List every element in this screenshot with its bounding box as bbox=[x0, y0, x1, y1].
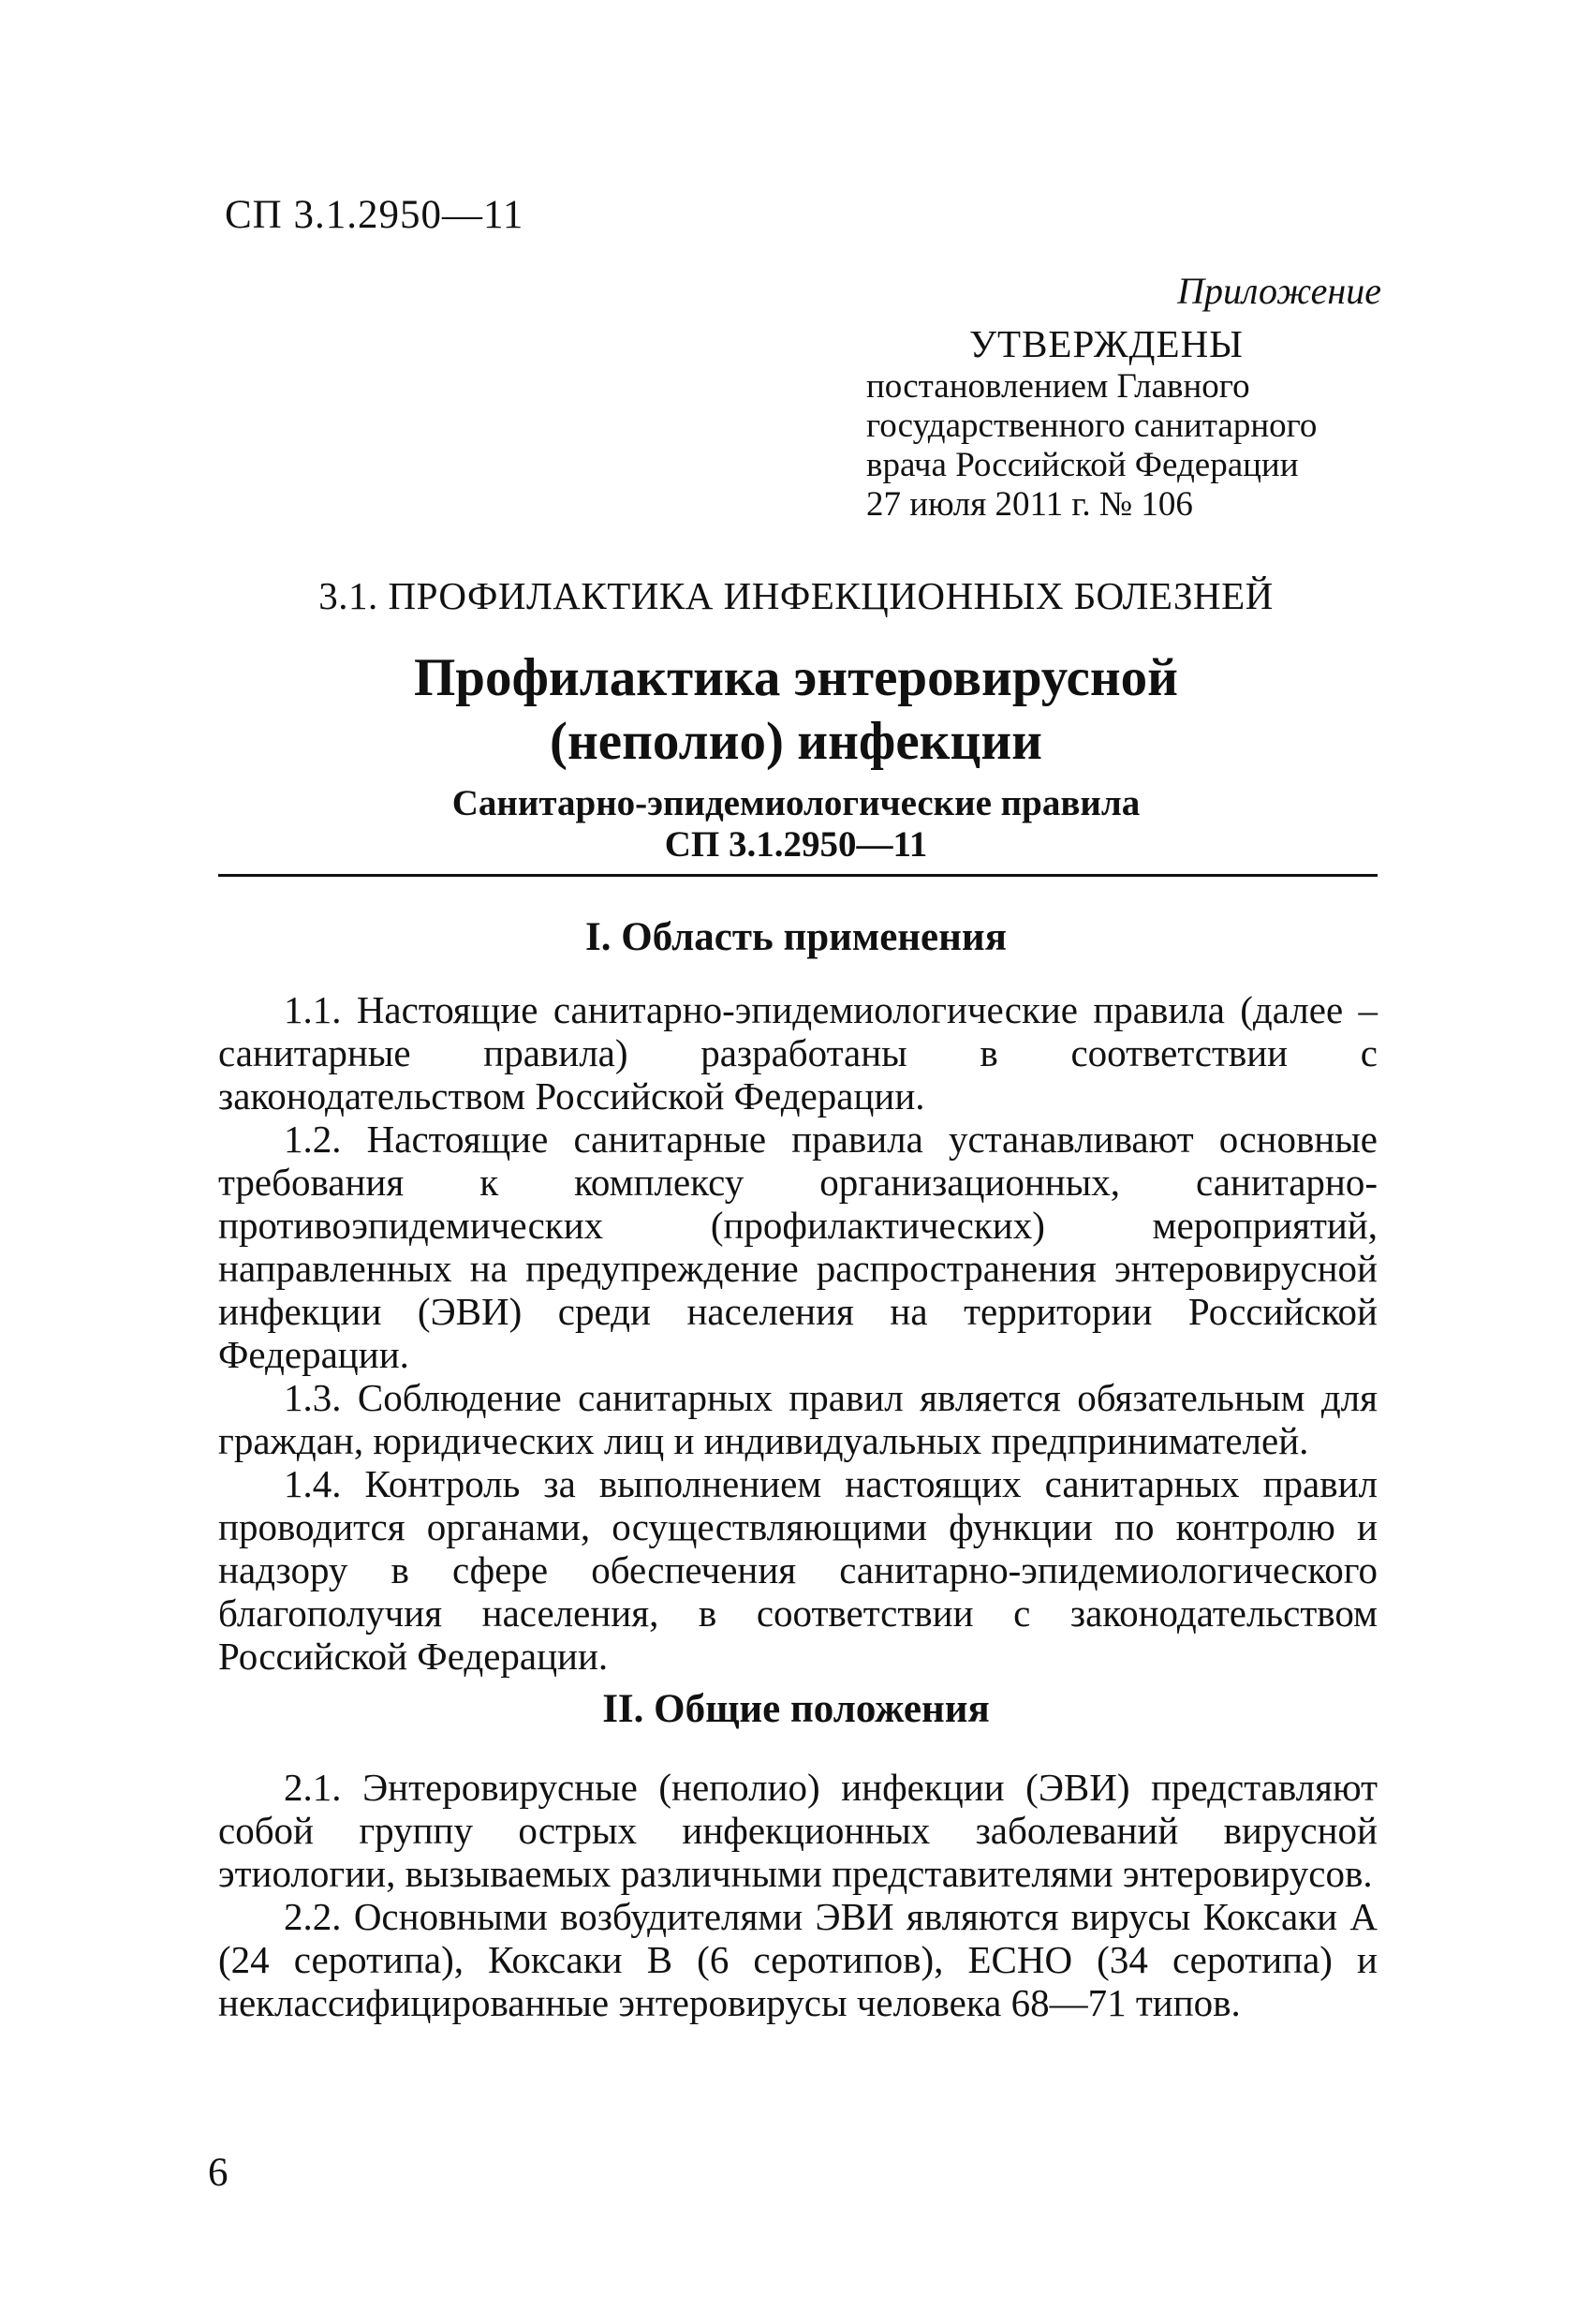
document-code: СП 3.1.2950—11 bbox=[225, 193, 524, 237]
section-1-body bbox=[218, 988, 1378, 1678]
title-line-1: Профилактика энтеровирусной bbox=[413, 648, 1179, 707]
section-category: 3.1. ПРОФИЛАКТИКА ИНФЕКЦИОННЫХ БОЛЕЗНЕЙ bbox=[318, 574, 1274, 617]
approval-line-1: постановлением Главного bbox=[866, 367, 1250, 406]
subtitle-line-1: Санитарно-эпидемиологические правила bbox=[451, 783, 1141, 823]
approval-line-2: государственного санитарного bbox=[866, 407, 1318, 445]
approval-line-4: 27 июля 2011 г. № 106 bbox=[866, 485, 1193, 524]
paragraph-1-3: 1.3. Соблюдение санитарных правил является обязательным для граждан, юридических лиц и индивидуальных предпринимателей. bbox=[218, 1376, 1378, 1462]
paragraph-1-2: 1.2. Настоящие санитарные правила устанавливают основные требования к комплексу организационных, санитарно-противоэпидемических (профилактических) мероприятий, направленных на предупреждение распространения энтеровирусной инфекции (ЭВИ) среди населения на территории Российской Федерации. bbox=[218, 1118, 1378, 1376]
appendix-label: Приложение bbox=[1177, 270, 1381, 312]
paragraph-2-2: 2.2. Основными возбудителями ЭВИ являются вирусы Коксаки А (24 серотипа), Коксаки В (6 серотипов), ЕСНО (34 серотипа) и неклассифицированные энтеровирусы человека 68—71 типов. bbox=[218, 1895, 1378, 2024]
section-2-heading: II. Общие положения bbox=[602, 1687, 990, 1731]
paragraph-2-1: 2.1. Энтеровирусные (неполио) инфекции (ЭВИ) представляют собой группу острых инфекционных заболеваний вирусной этиологии, вызываемых различными представителями энтеровирусов. bbox=[218, 1766, 1378, 1895]
paragraph-1-4: 1.4. Контроль за выполнением настоящих санитарных правил проводится органами, осуществляющими функции по контролю и надзору в сфере обеспечения санитарно-эпидемиологического благополучия населения, в соответствии с законодательством Российской Федерации. bbox=[218, 1462, 1378, 1678]
document-subtitle bbox=[0, 783, 1592, 866]
approved-label: УТВЕРЖДЕНЫ bbox=[969, 322, 1244, 365]
section-2-body bbox=[218, 1766, 1378, 2024]
approval-line-3: врача Российской Федерации bbox=[866, 446, 1299, 484]
subtitle-line-2: СП 3.1.2950—11 bbox=[664, 824, 928, 865]
paragraph-1-1: 1.1. Настоящие санитарно-эпидемиологические правила (далее – санитарные правила) разработаны в соответствии с законодательством Российской Федерации. bbox=[218, 988, 1378, 1118]
approval-block bbox=[866, 272, 1381, 525]
title-line-2: (неполио) инфекции bbox=[549, 712, 1043, 771]
page-number: 6 bbox=[208, 2151, 228, 2195]
horizontal-rule bbox=[218, 874, 1378, 877]
document-title bbox=[0, 646, 1592, 774]
section-1-heading: I. Область применения bbox=[585, 915, 1007, 959]
